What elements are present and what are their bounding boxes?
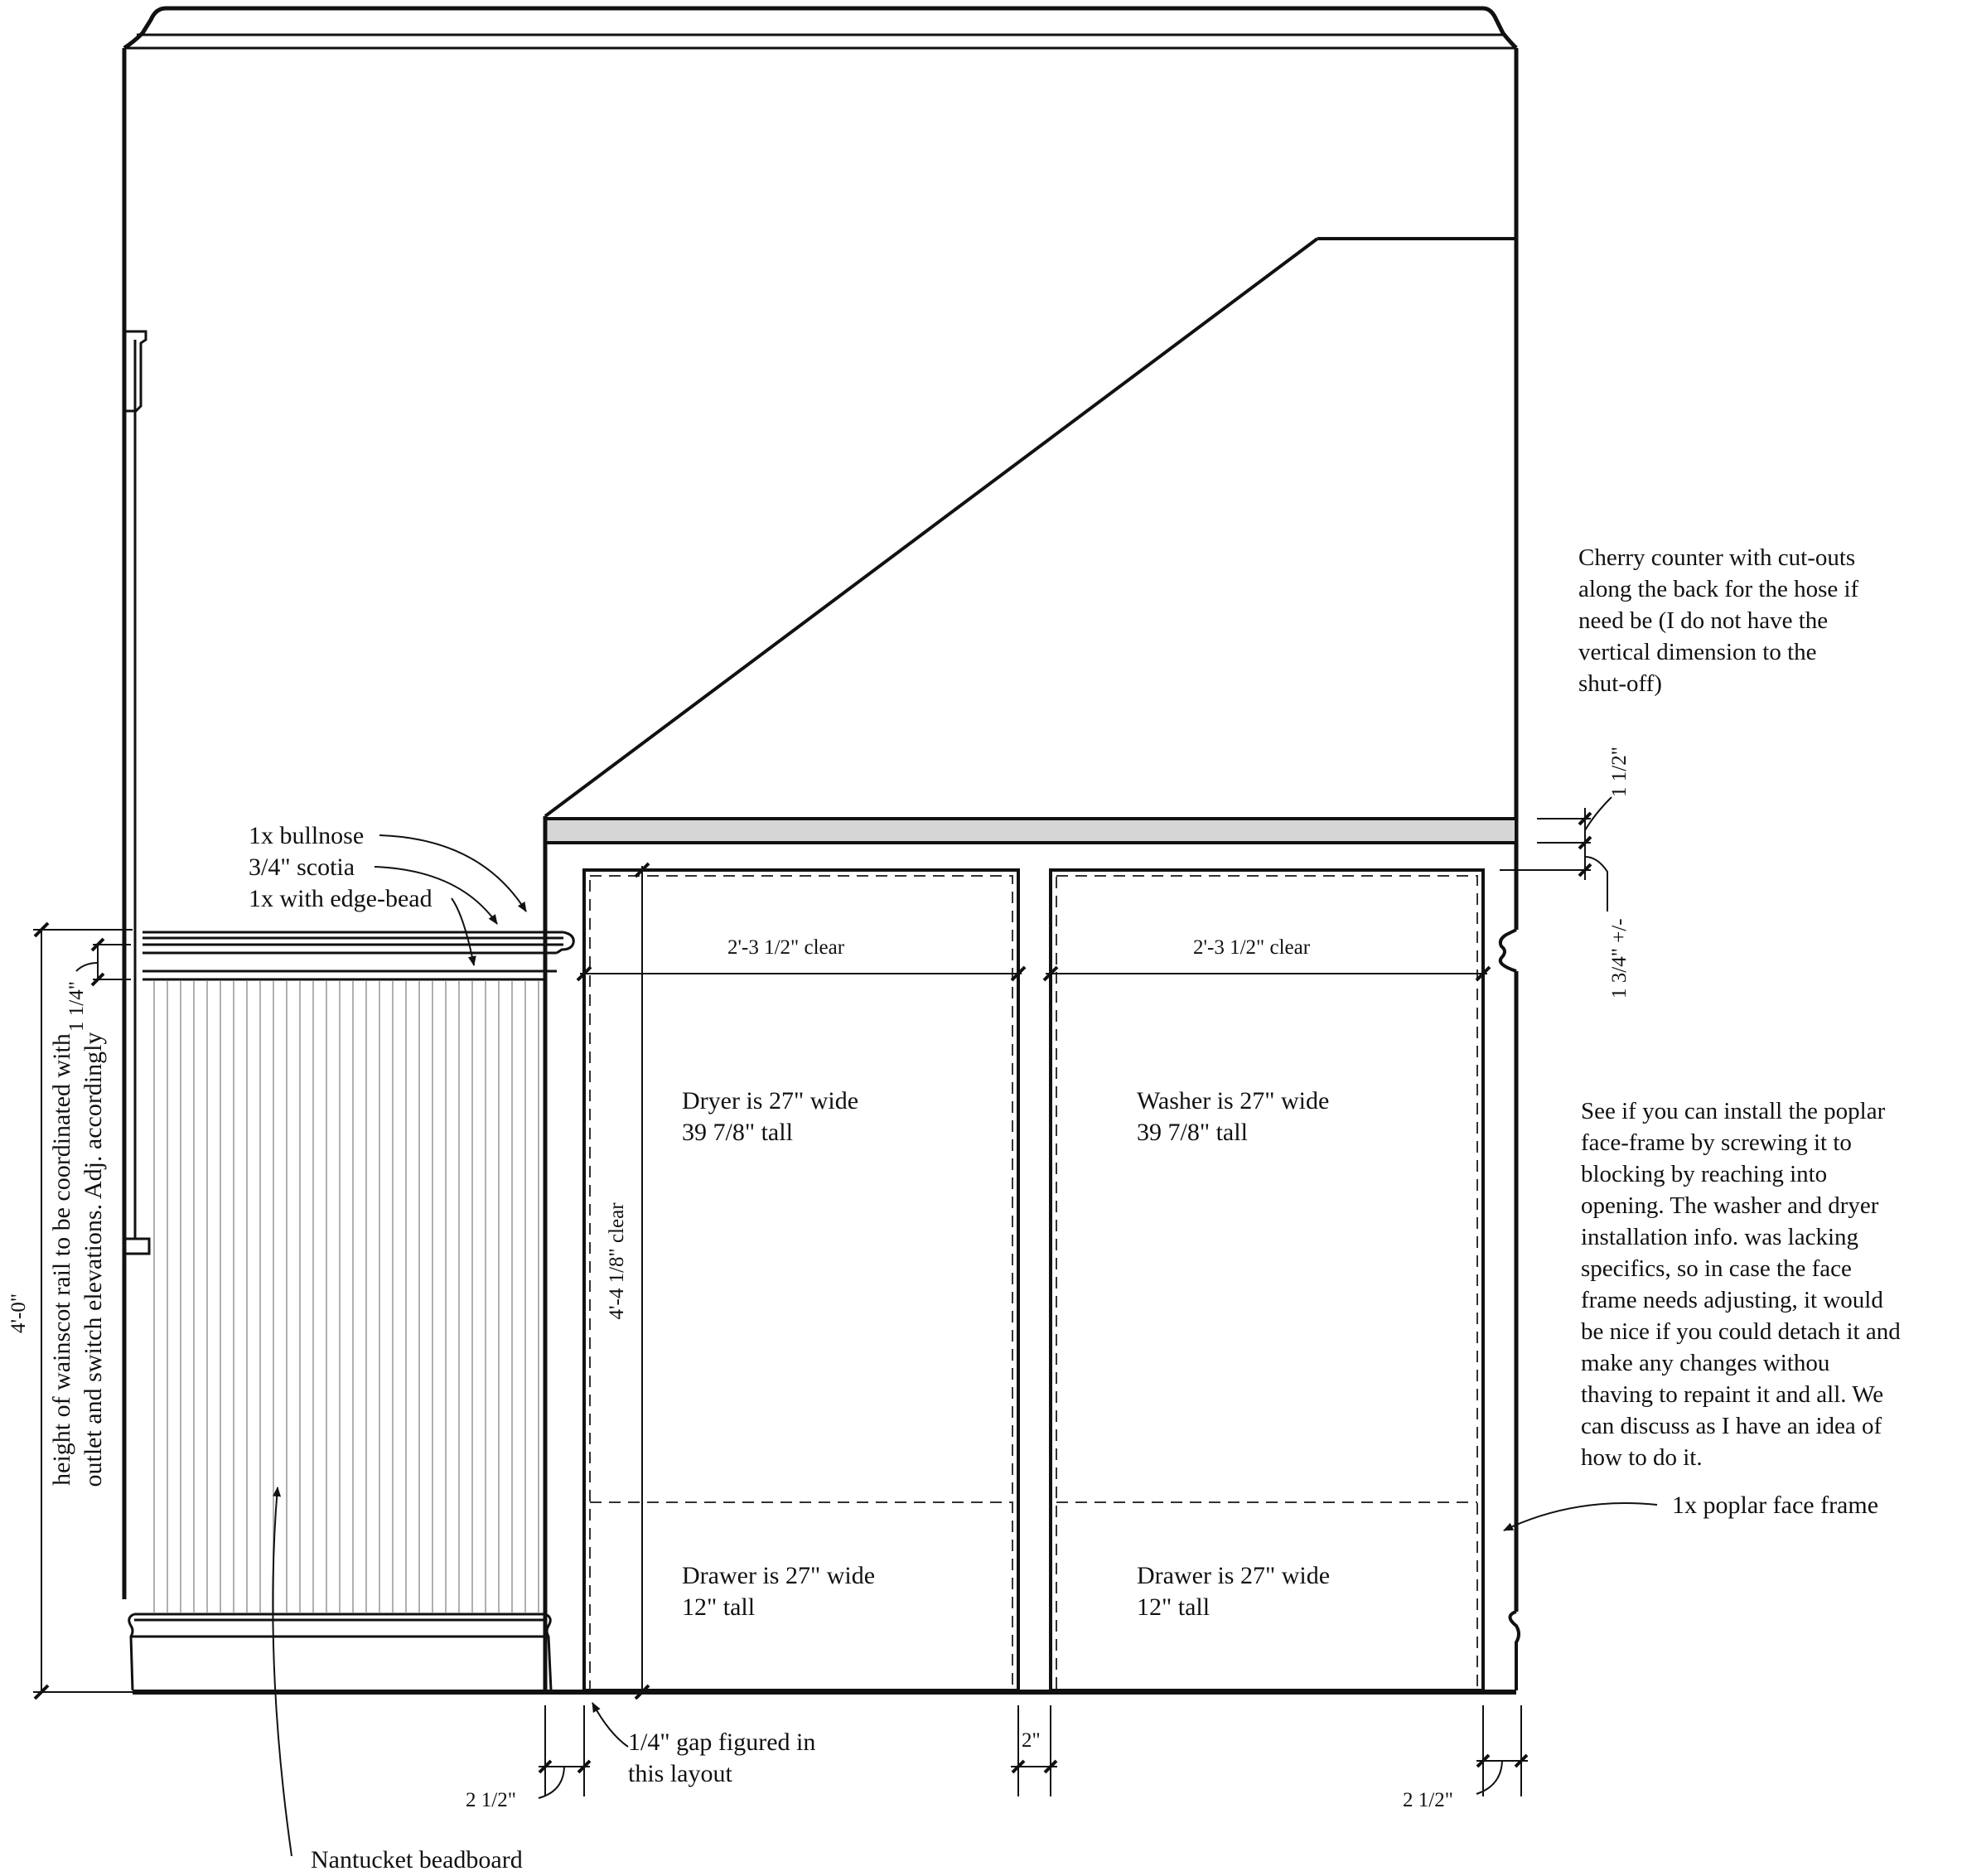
install-note-line: can discuss as I have an idea of bbox=[1581, 1413, 1882, 1439]
bullnose-label: 1x bullnose bbox=[249, 822, 365, 849]
install-note-line: thaving to repaint it and all. We bbox=[1581, 1381, 1884, 1408]
baseboard bbox=[129, 1614, 551, 1690]
clear-width-left-label: 2'-3 1/2" clear bbox=[727, 936, 845, 959]
crown-molding bbox=[124, 8, 1516, 48]
install-note-line: See if you can install the poplar bbox=[1581, 1098, 1886, 1124]
wainscot-dim-label: 1 1/4" bbox=[65, 981, 88, 1032]
install-note-line: how to do it. bbox=[1581, 1444, 1703, 1471]
stile-left-label: 2 1/2" bbox=[466, 1789, 516, 1811]
counter-note-line: Cherry counter with cut-outs bbox=[1578, 544, 1856, 571]
scotia-label: 3/4" scotia bbox=[249, 853, 355, 881]
counter-note-line: along the back for the hose if bbox=[1578, 576, 1859, 602]
annotation-labels bbox=[7, 544, 1906, 1874]
wainscot-note-line1: height of wainscot rail to be coordinated with bbox=[48, 1033, 75, 1486]
drawer-left-label-line1: Drawer is 27" wide bbox=[682, 1562, 876, 1589]
install-note bbox=[1581, 1098, 1906, 1471]
counter-note-line: need be (I do not have the bbox=[1578, 607, 1829, 634]
install-note-line: face-frame by screwing it to bbox=[1581, 1129, 1852, 1156]
clear-height-label: 4'-4 1/8" clear bbox=[606, 1202, 628, 1320]
counter-note-line: vertical dimension to the bbox=[1578, 639, 1817, 665]
drawer-left-label-line2: 12" tall bbox=[682, 1593, 756, 1621]
counter-note-line: shut-off) bbox=[1578, 670, 1662, 697]
wainscot-note-line2: outlet and switch elevations. Adj. accordingly bbox=[80, 1032, 107, 1487]
overall-height-label: 4'-0" bbox=[7, 1293, 30, 1334]
drawer-right-label-line1: Drawer is 27" wide bbox=[1137, 1562, 1331, 1589]
door-casing bbox=[124, 331, 149, 1254]
leader-arrows bbox=[273, 835, 1657, 1856]
face-frame-label: 1x poplar face frame bbox=[1672, 1492, 1879, 1519]
install-note-line: frame needs adjusting, it would bbox=[1581, 1287, 1883, 1313]
counter-gap-label: 1 3/4" +/- bbox=[1608, 918, 1631, 998]
sloped-ceiling bbox=[545, 239, 1516, 816]
beadboard-arrow bbox=[273, 1487, 292, 1856]
counter-thickness-label: 1 1/2" bbox=[1608, 747, 1631, 797]
install-note-line: make any changes withou bbox=[1581, 1350, 1830, 1376]
mullion-label: 2" bbox=[1022, 1729, 1041, 1752]
install-note-line: specifics, so in case the face bbox=[1581, 1255, 1852, 1282]
wainscot bbox=[129, 932, 574, 1690]
dryer-label-line1: Dryer is 27" wide bbox=[682, 1087, 859, 1114]
beadboard-lines bbox=[154, 981, 539, 1612]
stile-right-label: 2 1/2" bbox=[1403, 1789, 1453, 1811]
edge-bead-label: 1x with edge-bead bbox=[249, 885, 433, 912]
counter-note bbox=[1578, 544, 1864, 697]
wainscot-cap bbox=[143, 932, 573, 979]
beadboard-label: Nantucket beadboard bbox=[311, 1846, 523, 1874]
install-note-line: blocking by reaching into bbox=[1581, 1161, 1828, 1187]
install-note-line: be nice if you could detach it and bbox=[1581, 1318, 1901, 1345]
face-frame-arrow bbox=[1504, 1503, 1657, 1530]
install-note-line: installation info. was lacking bbox=[1581, 1224, 1859, 1250]
washer-label-line2: 39 7/8" tall bbox=[1137, 1119, 1248, 1146]
dryer-label-line2: 39 7/8" tall bbox=[682, 1119, 793, 1146]
clear-width-right-label: 2'-3 1/2" clear bbox=[1193, 936, 1311, 959]
drawer-right-label-line2: 12" tall bbox=[1137, 1593, 1211, 1621]
gap-note-line2: this layout bbox=[628, 1760, 732, 1787]
install-note-line: opening. The washer and dryer bbox=[1581, 1192, 1879, 1219]
cherry-counter bbox=[545, 819, 1516, 843]
washer-label-line1: Washer is 27" wide bbox=[1137, 1087, 1330, 1114]
gap-note-line1: 1/4" gap figured in bbox=[628, 1729, 816, 1756]
gap-arrow bbox=[592, 1703, 628, 1747]
